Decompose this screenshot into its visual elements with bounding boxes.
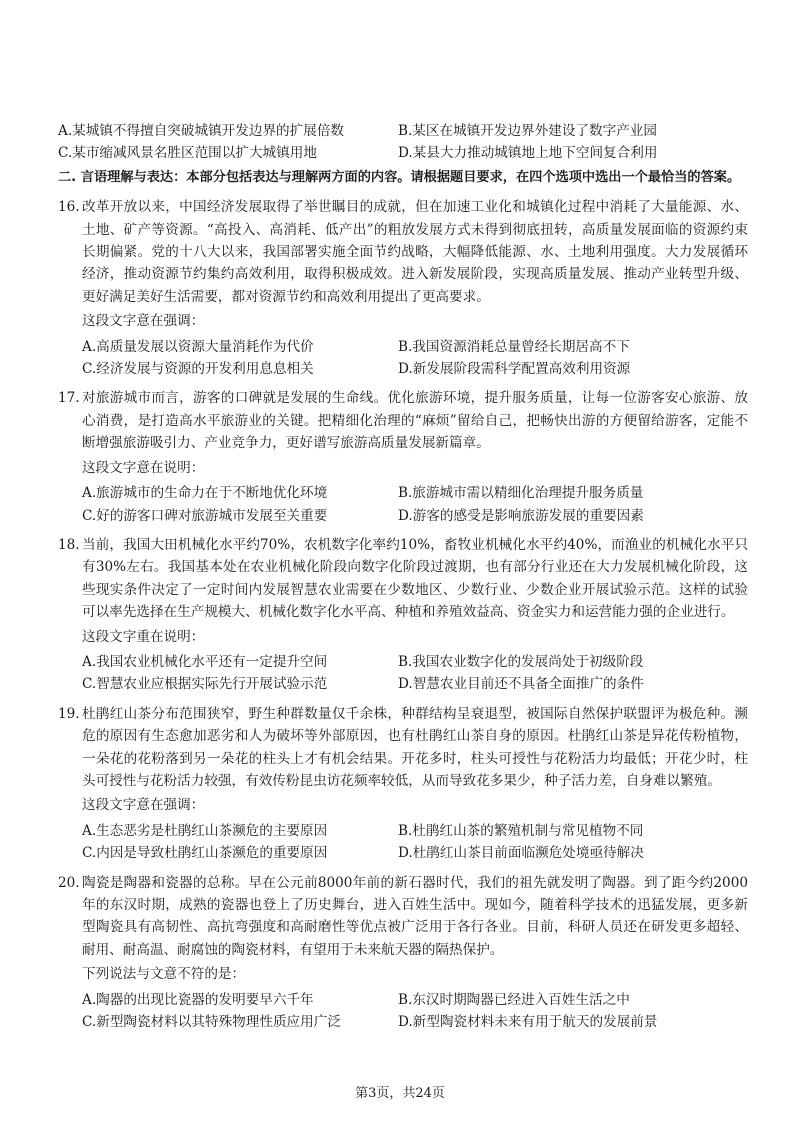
- option-b: B.我国资源消耗总量曾经长期居高不下: [398, 338, 630, 355]
- option-d: D.新发展阶段需科学配置高效利用资源: [398, 361, 631, 378]
- option-c: C.内因是导致杜鹃红山茶濒危的重要原因: [82, 845, 328, 862]
- option-b: B.某区在城镇开发边界外建设了数字产业园: [398, 123, 657, 139]
- option-b: B.旅游城市需以精细化治理提升服务质量: [398, 485, 644, 502]
- page-content: [58, 120, 748, 1033]
- option-a: A.高质量发展以资源大量消耗作为代价: [82, 338, 314, 355]
- question-number: 19.: [58, 705, 80, 722]
- question-number: 17.: [58, 390, 80, 407]
- question-16: [58, 196, 748, 380]
- option-c: C.某市缩减风景名胜区范围以扩大城镇用地: [58, 145, 317, 162]
- question-number: 20.: [58, 874, 80, 891]
- question-18: [58, 534, 748, 696]
- option-a: A.我国农业机械化水平还有一定提升空间: [82, 653, 328, 670]
- page-number: 第3页，共24页: [355, 1086, 445, 1101]
- option-b: B.我国农业数字化的发展尚处于初级阶段: [398, 653, 644, 670]
- prev-question-options: [58, 120, 748, 165]
- question-stem: 陶瓷是陶器和瓷器的总称。早在公元前8000年前的新石器时代，我们的祖先就发明了陶器。到了距今约2000年的东汉时期，成熟的瓷器也登上了历史舞台，进入百姓生活中。现如今，随着科学技术的迅猛发展，更多新型陶瓷具有高韧性、高抗弯强度和高耐磨性等优点被广泛用于各行各业。目前，科研人员还在研发更多超轻、耐用、耐高温、耐腐蚀的陶瓷材料，有望用于未来航天器的隔热保护。: [82, 874, 748, 958]
- question-stem: 改革开放以来，中国经济发展取得了举世瞩目的成就，但在加速工业化和城镇化过程中消耗了大量能源、水、土地、矿产等资源。“高投入、高消耗、低产出”的粗放发展方式未得到彻底扭转，高质量发展面临的资源约束长期偏紧。党的十八大以来，我国部署实施全面节约战略，大幅降低能源、水、土地利用强度。大力发展循环经济，推动资源节约集约高效利用，取得积极成效。进入新发展阶段，实现高质量发展、推动产业转型升级、更好满足美好生活需要，都对资源节约和高效利用提出了更高要求。: [82, 199, 748, 305]
- option-d: D.游客的感受是影响旅游发展的重要因素: [398, 507, 644, 524]
- option-b: B.东汉时期陶器已经进入百姓生活之中: [398, 991, 630, 1008]
- question-prompt: 下列说法与文意不符的是：: [82, 966, 246, 983]
- option-a: A.陶器的出现比瓷器的发明要早六千年: [82, 991, 314, 1008]
- question-prompt: 这段文字意在说明：: [82, 459, 205, 476]
- question-number: 16.: [58, 199, 80, 216]
- option-c: C.好的游客口碑对旅游城市发展至关重要: [82, 507, 328, 524]
- option-a: A.某城镇不得擅自突破城镇开发边界的扩展倍数: [58, 123, 345, 139]
- section-title: 二. 言语理解与表达：本部分包括表达与理解两方面的内容。请根据题目要求，在四个选项中选出一个最恰当的答案。: [58, 169, 741, 185]
- question-stem: 当前，我国大田机械化水平约70%，农机数字化率约10%，畜牧业机械化水平约40%，而渔业的机械化水平只有30%左右。我国基本处在农业机械化阶段向数字化阶段过渡期，也有部分行业还在大力发展机械化阶段，这些现实条件决定了一定时间内发展智慧农业需要在少数地区、少数行业、少数企业开展试验示范。这样的试验可以率先选择在生产规模大、机械化数字化水平高、种植和养殖效益高、资金实力和运营能力强的企业进行。: [82, 536, 748, 621]
- question-stem: 杜鹃红山茶分布范围狭窄，野生种群数量仅千余株，种群结构呈衰退型，被国际自然保护联盟评为极危种。濒危的原因有生态愈加恶劣和人为破坏等外部原因，也有杜鹃红山茶自身的原因。杜鹃红山茶是异花传粉植物，一朵花的花粉落到另一朵花的柱头上才有机会结果。开花多时，柱头可授性与花粉活力均最低；开花少时，柱头可授性与花粉活力较强，有效传粉昆虫访花频率较低，从而导致花多果少，种子活力差，自身难以繁殖。: [82, 705, 748, 789]
- option-c: C.新型陶瓷材料以其特殊物理性质应用广泛: [82, 1014, 341, 1031]
- option-c: C.智慧农业应根据实际先行开展试验示范: [82, 676, 328, 693]
- option-a: A.生态恶劣是杜鹃红山茶濒危的主要原因: [82, 822, 328, 839]
- option-b: B.杜鹃红山茶的繁殖机制与常见植物不同: [398, 822, 644, 839]
- option-a: A.旅游城市的生命力在于不断地优化环境: [82, 485, 328, 502]
- option-c: C.经济发展与资源的开发利用息息相关: [82, 361, 314, 378]
- option-d: D.杜鹃红山茶目前面临濒危处境亟待解决: [398, 845, 644, 862]
- question-20: [58, 872, 748, 1034]
- question-17: [58, 387, 748, 526]
- question-prompt: 这段文字意在强调：: [82, 313, 205, 330]
- question-prompt: 这段文字重在说明：: [82, 628, 205, 645]
- question-prompt: 这段文字意在强调：: [82, 797, 205, 814]
- option-d: D.新型陶瓷材料未来有用于航天的发展前景: [398, 1014, 658, 1031]
- option-d: D.智慧农业目前还不具备全面推广的条件: [398, 676, 644, 693]
- question-stem: 对旅游城市而言，游客的口碑就是发展的生命线。优化旅游环境，提升服务质量，让每一位游客安心旅游、放心消费，是打造高水平旅游业的关键。把精细化治理的“麻烦”留给自己，把畅快出游的方便留给游客，定能不断增强旅游吸引力、产业竞争力，更好谱写旅游高质量发展新篇章。: [82, 390, 748, 452]
- option-d: D.某县大力推动城镇地上地下空间复合利用: [398, 145, 658, 162]
- question-number: 18.: [58, 536, 80, 553]
- question-19: [58, 703, 748, 865]
